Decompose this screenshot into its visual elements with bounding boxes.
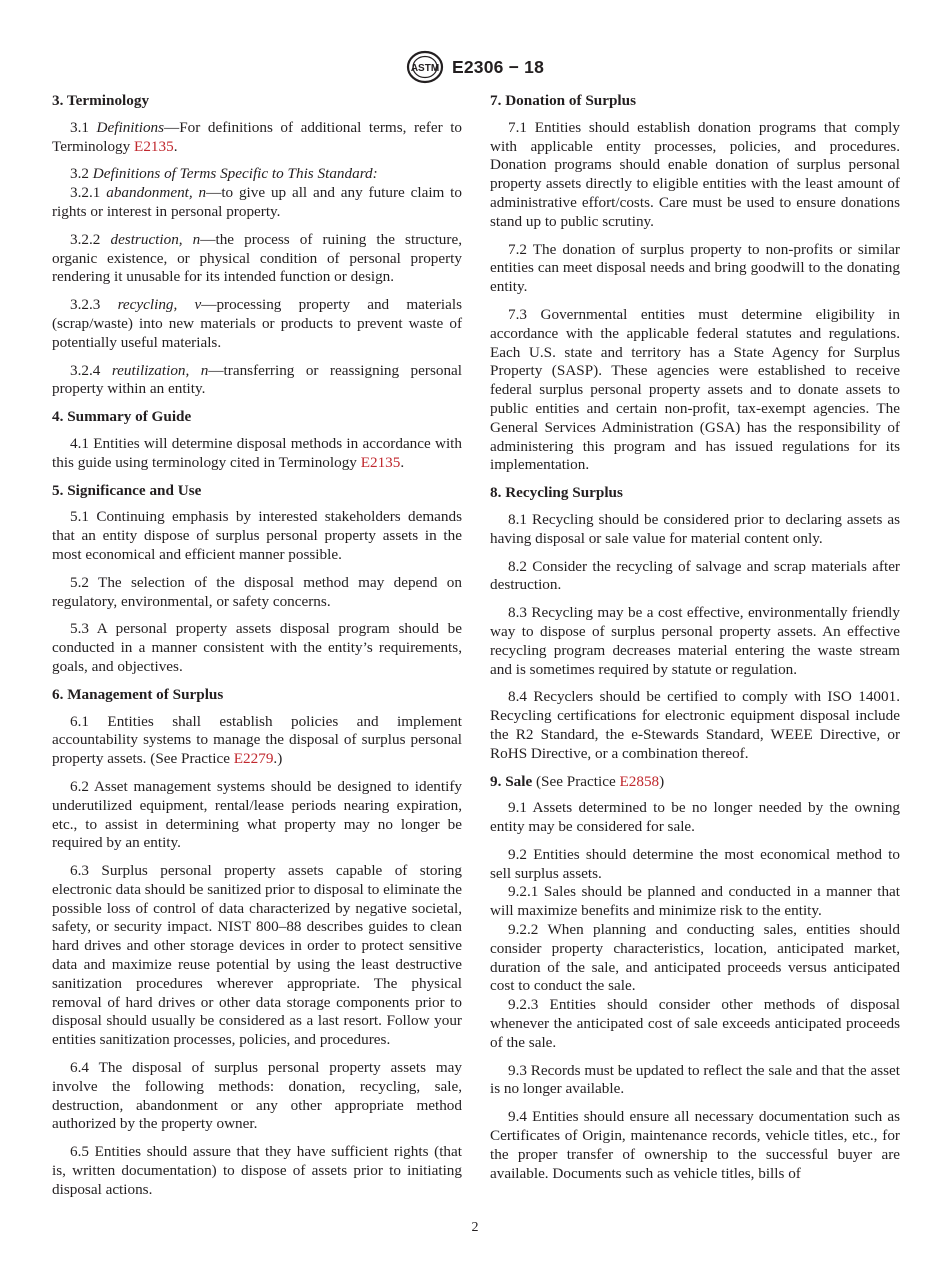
para-6-5: 6.5 Entities should assure that they have sufficient rights (that is, written documentation) to dispose of assets prior to initiating disposal actions. (52, 1143, 462, 1198)
para-9-2-1: 9.2.1 Sales should be planned and conducted in a manner that will maximize benefits and minimize risk to the entity. (490, 883, 900, 920)
ref-e2858-link[interactable]: E2858 (619, 772, 660, 790)
para-3-2-4: 3.2.4 reutilization, n—transferring or reassigning personal property within an entity. (52, 361, 462, 398)
standard-designation: E2306 − 18 (451, 56, 544, 77)
para-9-2-3: 9.2.3 Entities should consider other methods of disposal whenever the anticipated cost of sale exceeds anticipated proceeds of the sale. (490, 996, 900, 1051)
page-header (0, 50, 950, 86)
section-6-heading: 6. Management of Surplus (52, 685, 224, 703)
para-4-1: 4.1 Entities will determine disposal methods in accordance with this guide using terminology cited in Terminology E2135. (52, 434, 462, 471)
astm-logo-text: ASTM (410, 63, 440, 74)
para-3-2: 3.2 Definitions of Terms Specific to This Standard: (70, 165, 378, 183)
page-number: 2 (471, 1220, 479, 1235)
section-3-heading: 3. Terminology (52, 92, 150, 109)
para-3-2-1: 3.2.1 abandonment, n—to give up all and any future claim to rights or interest in personal property. (52, 184, 462, 220)
section-7-heading: 7. Donation of Surplus (490, 92, 637, 109)
ref-e2135-link[interactable]: E2135 (134, 137, 174, 155)
para-8-1: 8.1 Recycling should be considered prior to declaring assets as having disposal or sale value for material content only. (490, 510, 900, 547)
para-5-1: 5.1 Continuing emphasis by interested stakeholders demands that an entity dispose of surplus personal property assets in the most economical and efficient manner possible. (52, 508, 462, 563)
para-8-3: 8.3 Recycling may be a cost effective, environmentally friendly way to dispose of surplus personal property assets. An effective recycling program decreases material entering the waste stream and is sometimes required by statute or regulation. (490, 604, 900, 678)
para-6-1: 6.1 Entities shall establish policies and implement accountability systems to manage the disposal of surplus personal property assets. (See Practice E2279.) (52, 712, 462, 768)
para-7-3: 7.3 Governmental entities must determine eligibility in accordance with the applicable federal statutes and regulations. Each U.S. state and territory has a State Agency for Surplus Property (SASP). These agencies were established to receive federal surplus personal property assets and to donate assets to public entities and certain non-profit, tax-exempt agencies. The General Services Administration (GSA) has the responsibility of administering this program and has issued regulations for its implementation. (490, 305, 900, 474)
para-6-2: 6.2 Asset management systems should be designed to identify underutilized equipment, rental/lease periods nearing expiration, etc., to assist in determining what property may no longer be required by an entity. (52, 777, 462, 852)
right-column (490, 90, 900, 1192)
para-3-2-2: 3.2.2 destruction, n—the process of ruining the structure, organic existence, or physical condition of personal property rendering it unusable for its intended function or design. (52, 230, 462, 286)
para-8-4: 8.4 Recyclers should be certified to comply with ISO 14001. Recycling certifications for electronic equipment disposal include the R2 Standard, the e-Stewards Standard, WEEE Directive, or RoHS Directive, or a combination thereof. (490, 688, 900, 762)
section-9-heading: 9. Sale (See Practice E2858) (490, 772, 665, 790)
para-9-1: 9.1 Assets determined to be no longer needed by the owning entity may be considered for sale. (490, 799, 900, 836)
left-column (52, 90, 462, 1209)
para-5-3: 5.3 A personal property assets disposal program should be conducted in a manner consistent with the entity’s requirements, goals, and objectives. (52, 620, 462, 675)
astm-logo-icon (406, 50, 444, 84)
para-7-2: 7.2 The donation of surplus property to non-profits or similar entities can meet disposal needs and bring goodwill to the donating entity. (490, 240, 900, 296)
para-8-2: 8.2 Consider the recycling of salvage and scrap materials after destruction. (490, 557, 900, 594)
para-9-2-2: 9.2.2 When planning and conducting sales, entities should consider property characteristics, location, anticipated market, duration of the sale, and anticipated proceeds versus anticipated cost to conduct the sale. (490, 921, 900, 995)
para-6-4: 6.4 The disposal of surplus personal property assets may involve the following methods: donation, recycling, sale, destruction, abandonment or any other appropriate method authorized by the property owner. (52, 1059, 462, 1133)
ref-e2279-link[interactable]: E2279 (233, 750, 274, 768)
para-3-1: 3.1 Definitions—For definitions of additional terms, refer to Terminology E2135. (52, 118, 463, 155)
section-8-heading: 8. Recycling Surplus (490, 484, 623, 502)
para-5-2: 5.2 The selection of the disposal method may depend on regulatory, environmental, or safety concerns. (52, 573, 462, 610)
para-9-2: 9.2 Entities should determine the most economical method to sell surplus assets. (490, 845, 900, 882)
para-3-2-3: 3.2.3 recycling, v—processing property and materials (scrap/waste) into new materials or products to prevent waste of potentially useful materials. (52, 296, 463, 351)
para-9-4: 9.4 Entities should ensure all necessary documentation such as Certificates of Origin, maintenance records, vehicle titles, etc., for the proper transfer of ownership to the successful buyer are available. Documents such as vehicle titles, bills of (490, 1108, 900, 1182)
section-5-heading: 5. Significance and Use (52, 481, 202, 499)
section-4-heading: 4. Summary of Guide (52, 408, 192, 426)
para-7-1: 7.1 Entities should establish donation programs that comply with applicable entity processes, policies, and procedures. Donation programs should enable donation of surplus personal property assets directly to eligible entities with the least amount of administrative effort/costs. Care must be used to ensure donations stand up to public scrutiny. (490, 118, 900, 230)
para-6-3: 6.3 Surplus personal property assets capable of storing electronic data should be sanitized prior to disposal to eliminate the possible loss of control of data characterized by negative societal, safety, or security impact. NIST 800–88 describes guides to clean hard drives and other storage devices in order to protect sensitive data and maximize reuse potential by using the least destructive sanitization procedures wherever appropriate. The physical removal of hard drives or other data storage components prior to disposal should usually be considered as a last resort. Follow your entities sanitization processes, policies, and procedures. (52, 862, 462, 1049)
ref-e2135-link[interactable]: E2135 (360, 453, 401, 471)
para-9-3: 9.3 Records must be updated to reflect the sale and that the asset is no longer available. (490, 1061, 900, 1098)
